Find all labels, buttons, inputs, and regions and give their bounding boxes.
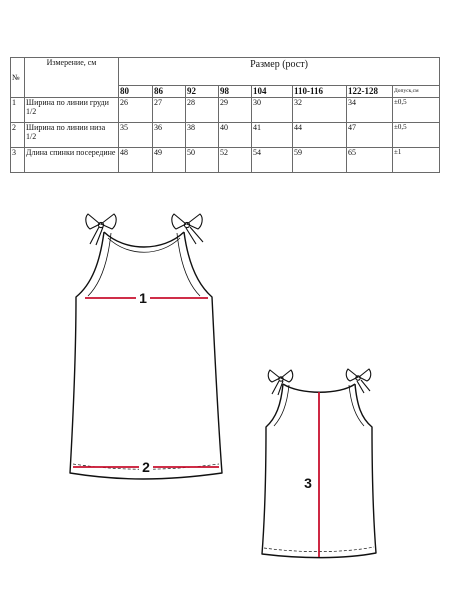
row-name: Ширина по линии низа 1/2 (25, 123, 119, 148)
cell: 36 (153, 123, 186, 148)
cell: 41 (252, 123, 293, 148)
size-122-128: 122-128 (347, 86, 393, 98)
front-measurements (73, 290, 219, 475)
cell: 59 (293, 148, 347, 173)
cell: 52 (219, 148, 252, 173)
cell: 48 (119, 148, 153, 173)
measure-header: Измерение, см (25, 58, 119, 98)
size-header: Размер (рост) (119, 58, 440, 86)
cell: 27 (153, 98, 186, 123)
size-80: 80 (119, 86, 153, 98)
row-name: Ширина по линии груди 1/2 (25, 98, 119, 123)
tolerance-cell: ±1 (393, 148, 440, 173)
number-header: № (11, 58, 25, 98)
front-neck-facing (88, 233, 111, 296)
size-104: 104 (252, 86, 293, 98)
cell: 44 (293, 123, 347, 148)
back-right-bow (346, 369, 370, 393)
front-dress-sketch (70, 214, 222, 479)
cell: 65 (347, 148, 393, 173)
cell: 54 (252, 148, 293, 173)
cell: 32 (293, 98, 347, 123)
cell: 47 (347, 123, 393, 148)
tolerance-header: Допуск,см (393, 86, 440, 98)
cell: 40 (219, 123, 252, 148)
cell: 50 (186, 148, 219, 173)
cell: 29 (219, 98, 252, 123)
cell: 26 (119, 98, 153, 123)
cell: 49 (153, 148, 186, 173)
front-dress-outline (70, 232, 222, 479)
size-92: 92 (186, 86, 219, 98)
row-name: Длина спинки посередине (25, 148, 119, 173)
size-86: 86 (153, 86, 186, 98)
front-left-bow (86, 214, 116, 245)
row-number: 1 (11, 98, 25, 123)
front-neckline-facing (108, 238, 180, 252)
size-98: 98 (219, 86, 252, 98)
cell: 35 (119, 123, 153, 148)
front-right-bow (172, 214, 203, 244)
back-left-bow (268, 370, 292, 395)
back-neckline (283, 384, 355, 392)
label-3: 3 (304, 475, 312, 491)
front-neck-facing (177, 233, 200, 296)
cell: 38 (186, 123, 219, 148)
row-number: 3 (11, 148, 25, 173)
cell: 34 (347, 98, 393, 123)
tolerance-cell: ±0,5 (393, 123, 440, 148)
cell: 30 (252, 98, 293, 123)
row-number: 2 (11, 123, 25, 148)
tolerance-cell: ±0,5 (393, 98, 440, 123)
label-1: 1 (139, 290, 147, 306)
back-measurements (300, 392, 319, 557)
label-2: 2 (142, 459, 150, 475)
size-110-116: 110-116 (293, 86, 347, 98)
cell: 28 (186, 98, 219, 123)
